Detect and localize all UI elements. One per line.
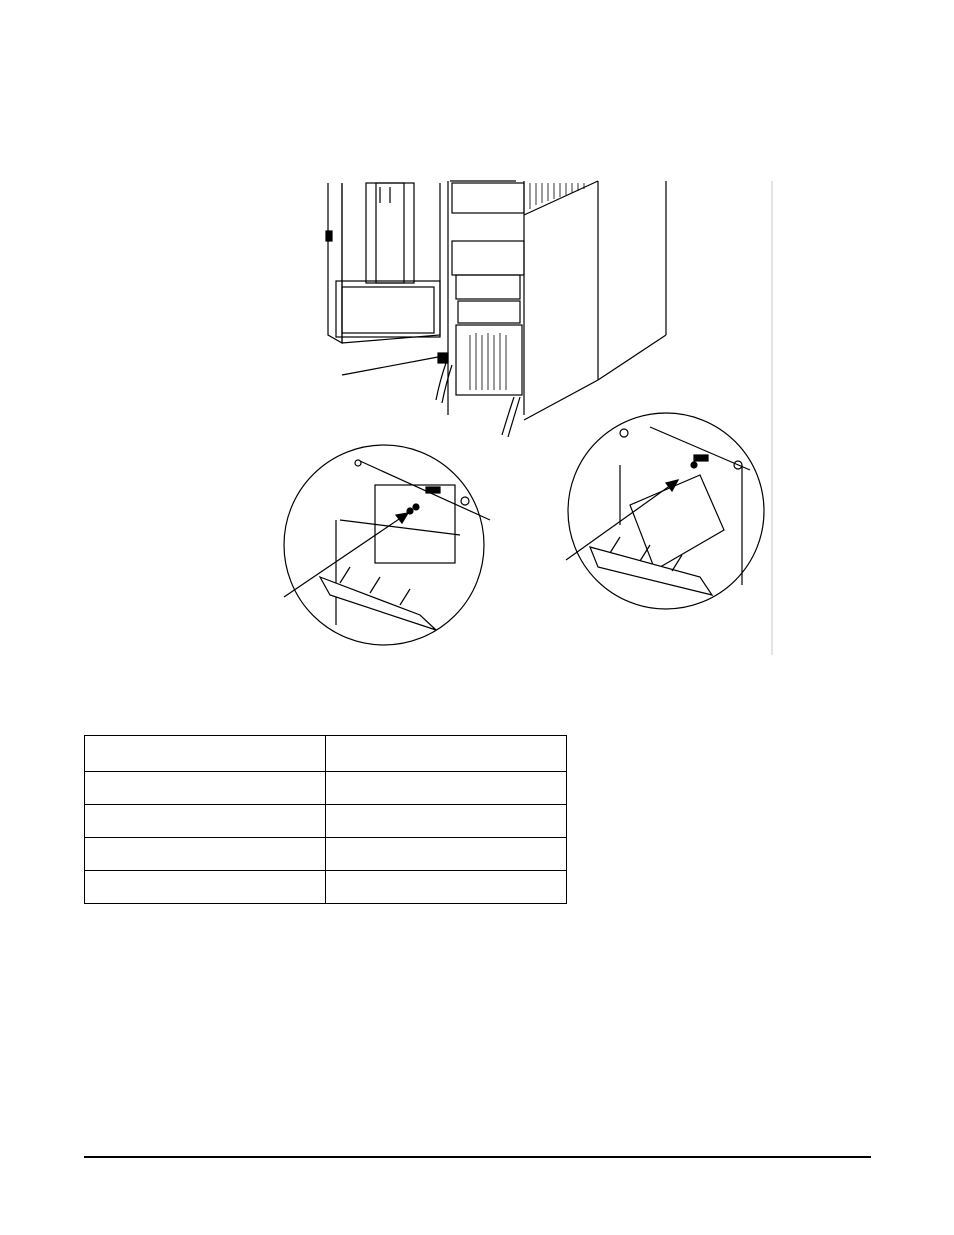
detail-circle-right xyxy=(566,413,764,609)
table-cell xyxy=(85,736,326,772)
detail-circle-left xyxy=(284,445,490,645)
cabinet-body xyxy=(342,181,666,437)
cabinet-door xyxy=(326,183,440,343)
table-row xyxy=(85,871,567,904)
table-cell xyxy=(85,772,326,805)
table-cell xyxy=(85,805,326,838)
table-cell xyxy=(326,772,567,805)
spec-table xyxy=(84,735,567,904)
table-row xyxy=(85,772,567,805)
table-cell xyxy=(85,871,326,904)
table-row xyxy=(85,838,567,871)
table-cell xyxy=(326,871,567,904)
table-row xyxy=(85,805,567,838)
table-cell xyxy=(85,838,326,871)
table-cell xyxy=(326,805,567,838)
table-cell xyxy=(326,736,567,772)
table-row xyxy=(85,736,567,772)
table-cell xyxy=(326,838,567,871)
cabinet-illustration xyxy=(280,175,780,660)
footer-rule xyxy=(84,1156,871,1158)
